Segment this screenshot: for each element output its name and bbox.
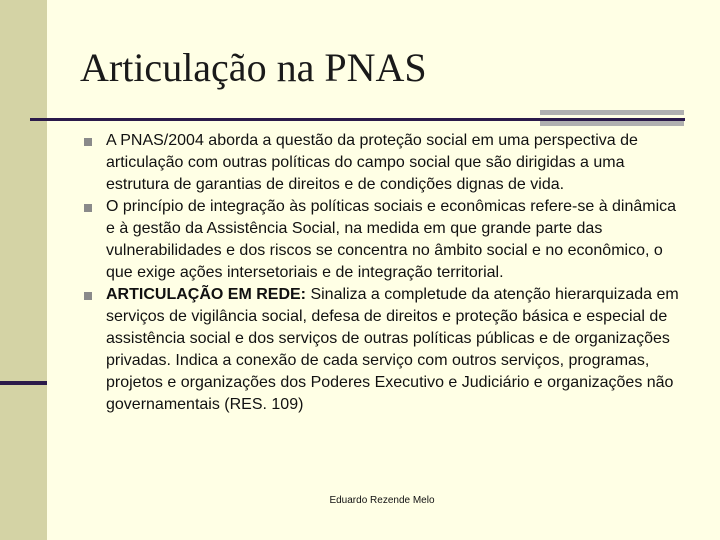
left-decorative-band <box>0 0 47 540</box>
bullet-item-1 <box>84 130 684 196</box>
left-band-divider <box>0 381 47 385</box>
bullet-list <box>84 130 684 416</box>
title-rule-accent-top <box>540 110 684 115</box>
square-bullet-icon <box>84 292 92 300</box>
square-bullet-icon <box>84 204 92 212</box>
title-rule-accent-bottom <box>540 121 684 126</box>
slide-title: Articulação na PNAS <box>80 45 427 90</box>
bullet-item-3 <box>84 284 684 416</box>
bullet-bold-lead-3: ARTICULAÇÃO EM REDE: <box>106 286 306 303</box>
bullet-item-2 <box>84 196 684 284</box>
bullet-text-1: A PNAS/2004 aborda a questão da proteção social em uma perspectiva de articulação com outras políticas do campo social que são dirigidas a uma estrutura de garantias de direitos e de condições dignas de vida. <box>106 132 638 193</box>
bullet-text-2: O princípio de integração às políticas sociais e econômicas refere-se à dinâmica e à gestão da Assistência Social, na medida em que grande parte das vulnerabilidades e dos riscos se concentra no âmbito social e no econômico, o que exige ações intersetoriais e de integração territorial. <box>106 198 677 281</box>
square-bullet-icon <box>84 138 92 146</box>
bullet-text-3: Sinaliza a completude da atenção hierarquizada em serviços de vigilância social, defesa de direitos e proteção básica e especial de assistência social e dos serviços de outras políticas públicas e de organizações privadas. Indica a conexão de cada serviço com outros serviços, programas, projetos e organizações dos Poderes Executivo e Judiciário e organizações não governamentais (RES. 109) <box>106 286 679 413</box>
footer-author: Eduardo Rezende Melo <box>329 495 435 506</box>
